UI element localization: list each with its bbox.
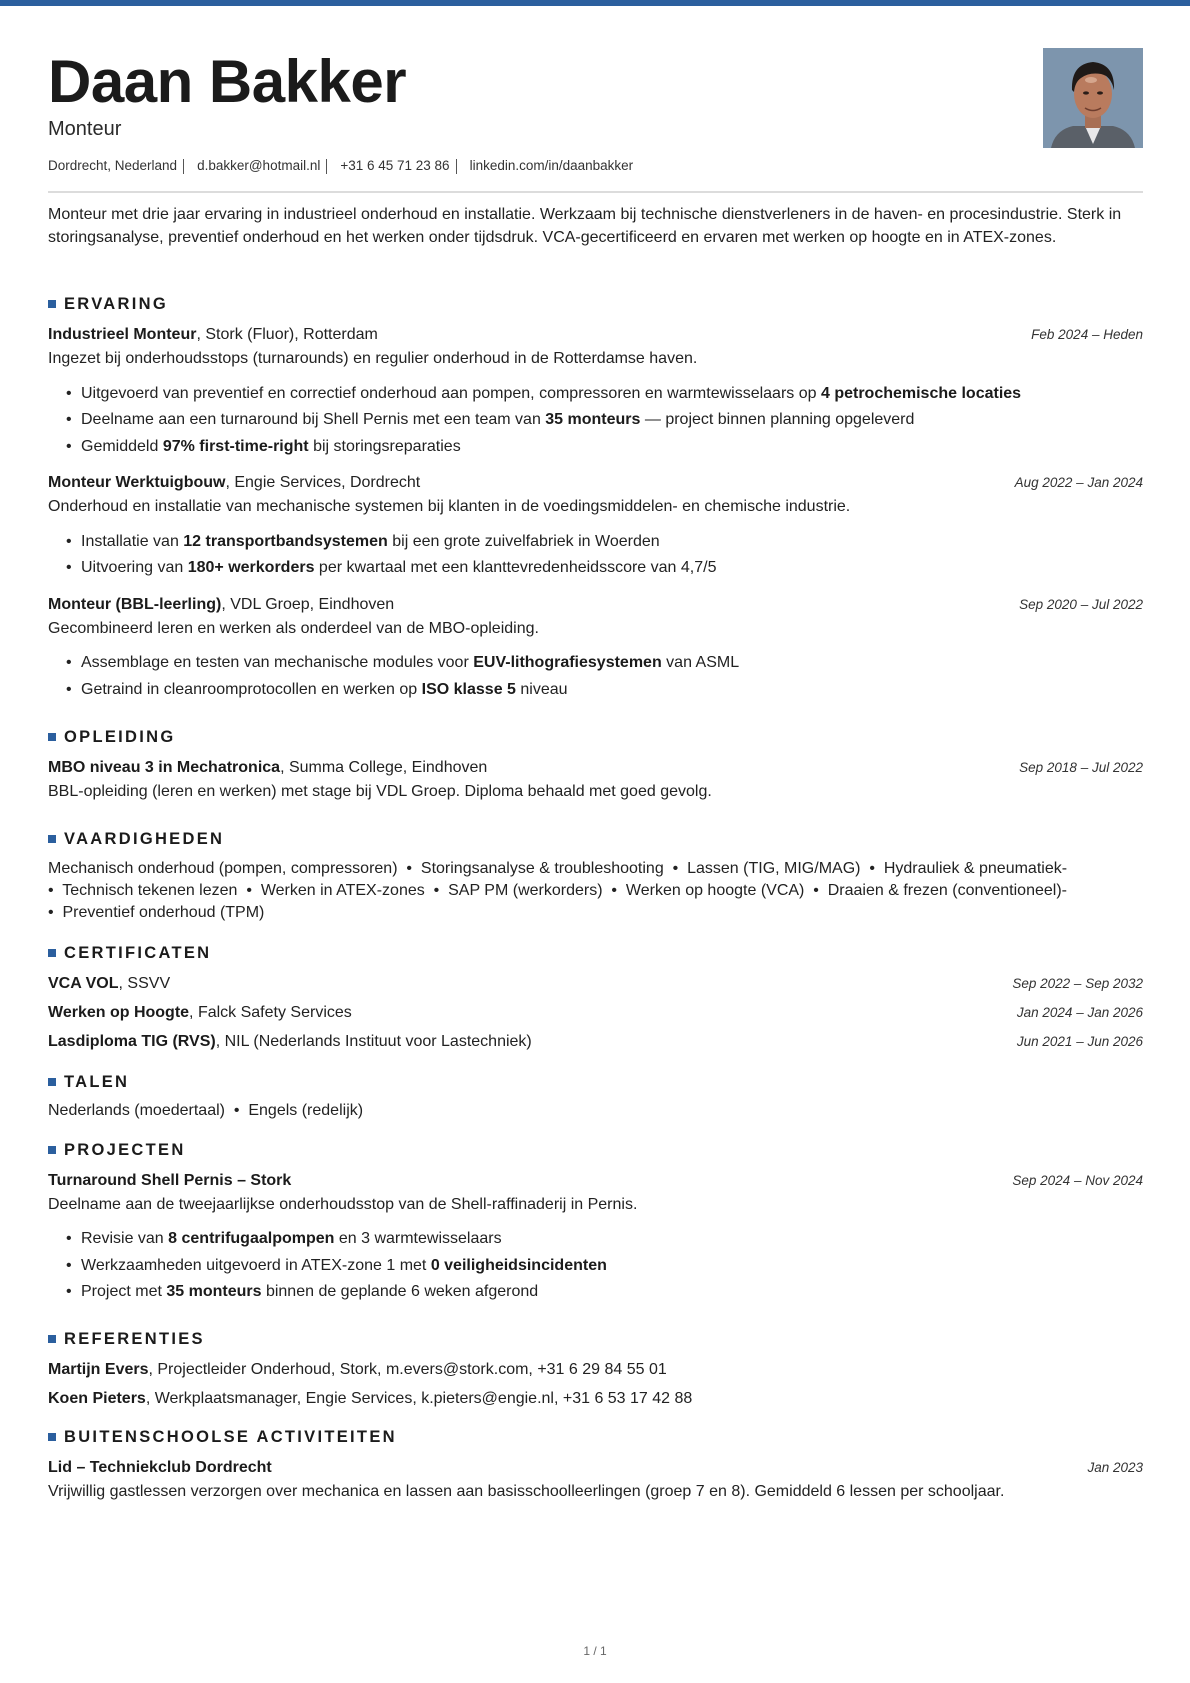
section-heading-activiteiten <box>48 1427 397 1447</box>
profile-photo <box>1043 48 1143 148</box>
candidate-title: Monteur <box>48 118 122 140</box>
section-heading-label: BUITENSCHOOLSE ACTIVITEITEN <box>64 1428 397 1446</box>
section-heading-label: OPLEIDING <box>64 728 176 746</box>
separator <box>183 159 184 174</box>
certificate-org: , Falck Safety Services <box>189 1004 352 1021</box>
certificate-name: Lasdiploma TIG (RVS) <box>48 1033 216 1050</box>
experience-entry-3 <box>48 594 1143 616</box>
reference-name: Koen Pieters <box>48 1390 146 1407</box>
candidate-name: Daan Bakker <box>48 48 407 115</box>
contact-email[interactable]: d.bakker@hotmail.nl <box>197 158 321 173</box>
job-role: Monteur (BBL-leerling) <box>48 596 222 613</box>
job-date: Sep 2020 – Jul 2022 <box>1019 597 1143 612</box>
reference-details: , Werkplaatsmanager, Engie Services, k.pieters@engie.nl, +31 6 53 17 42 88 <box>145 1390 693 1407</box>
project-entry <box>48 1170 1143 1192</box>
section-heading-talen <box>48 1072 129 1092</box>
section-heading-label: VAARDIGHEDEN <box>64 830 225 848</box>
certificate-date: Jun 2021 – Jun 2026 <box>1016 1034 1143 1049</box>
skills-line-2: • Technisch tekenen lezen • Werken in ATEX-zones • SAP PM (werkorders) • Werken op hoogte (VCA) • Draaien & frezen (conventioneel)- <box>48 882 1067 899</box>
profile-summary: Monteur met drie jaar ervaring in industrieel onderhoud en installatie. Werkzaam bij technische dienstverleners in de haven- en procesindustrie. Sterk in storingsanalyse, preventief onderhoud en het werken onder tijdsdruk. VCA-gecertificeerd en ervaren met werken op hoogte en in ATEX-zones. <box>48 206 1122 246</box>
reference-name: Martijn Evers <box>48 1361 149 1378</box>
project-bullet: • Werkzaamheden uitgevoerd in ATEX-zone 1 met 0 veiligheidsincidenten <box>81 1255 607 1277</box>
job-org: , Stork (Fluor), Rotterdam <box>196 326 378 343</box>
activity-date: Jan 2023 <box>1087 1460 1143 1475</box>
skills-line-3: • Preventief onderhoud (TPM) <box>48 904 265 921</box>
certificate-name: VCA VOL <box>48 975 119 992</box>
header-divider <box>48 191 1143 193</box>
section-heading-opleiding <box>48 727 175 747</box>
section-marker-icon <box>48 1078 56 1086</box>
job-bullet: • Deelname aan een turnaround bij Shell Pernis met een team van 35 monteurs — project binnen planning opgeleverd <box>81 409 914 431</box>
section-marker-icon <box>48 1433 56 1441</box>
contact-phone[interactable]: +31 6 45 71 23 86 <box>340 158 450 173</box>
reference-entry <box>48 1359 1143 1381</box>
experience-entry-1 <box>48 324 1143 346</box>
job-bullet: • Assemblage en testen van mechanische modules voor EUV-lithografiesystemen van ASML <box>81 652 739 674</box>
languages-line: Nederlands (moedertaal) • Engels (redelijk) <box>48 1102 364 1119</box>
job-date: Feb 2024 – Heden <box>1031 327 1143 342</box>
section-heading-label: ERVARING <box>64 295 168 313</box>
experience-entry-2 <box>48 472 1143 494</box>
job-org: , Engie Services, Dordrecht <box>225 474 421 491</box>
certificate-entry <box>48 973 1143 995</box>
contact-location: Dordrecht, Nederland <box>48 158 178 173</box>
education-date: Sep 2018 – Jul 2022 <box>1019 760 1143 775</box>
job-role: Industrieel Monteur <box>48 326 197 343</box>
education-description: BBL-opleiding (leren en werken) met stage bij VDL Groep. Diploma behaald met goed gevolg. <box>48 783 712 800</box>
job-bullet: • Uitgevoerd van preventief en correctief onderhoud aan pompen, compressoren en warmtewisselaars op 4 petrochemische locaties <box>81 383 1021 405</box>
certificate-date: Sep 2022 – Sep 2032 <box>1012 976 1143 991</box>
certificate-entry <box>48 1002 1143 1024</box>
certificate-entry <box>48 1031 1143 1053</box>
section-heading-label: PROJECTEN <box>64 1141 186 1159</box>
resume-header <box>48 0 1143 192</box>
portrait-image <box>1043 48 1143 148</box>
section-marker-icon <box>48 949 56 957</box>
section-heading-ervaring <box>48 294 168 314</box>
project-description: Deelname aan de tweejaarlijkse onderhoudsstop van de Shell-raffinaderij in Pernis. <box>48 1196 638 1213</box>
section-marker-icon <box>48 300 56 308</box>
resume-page <box>48 0 1143 1500</box>
education-org: , Summa College, Eindhoven <box>280 759 488 776</box>
reference-entry <box>48 1388 1143 1410</box>
job-org: , VDL Groep, Eindhoven <box>221 596 395 613</box>
activity-title: Lid – Techniekclub Dordrecht <box>48 1459 272 1476</box>
section-marker-icon <box>48 1146 56 1154</box>
section-heading-certificaten <box>48 943 211 963</box>
activity-description: Vrijwillig gastlessen verzorgen over mechanica en lassen aan basisschoolleerlingen (groep 7 en 8). Gemiddeld 6 lessen per schooljaar. <box>48 1483 1005 1500</box>
separator <box>456 159 457 174</box>
section-heading-vaardigheden <box>48 829 224 849</box>
job-bullet: • Gemiddeld 97% first-time-right bij storingsreparaties <box>81 436 461 458</box>
certificate-org: , SSVV <box>118 975 171 992</box>
job-description: Ingezet bij onderhoudsstops (turnarounds) en regulier onderhoud in de Rotterdamse haven. <box>48 350 698 367</box>
project-bullet: • Project met 35 monteurs binnen de geplande 6 weken afgerond <box>81 1281 538 1303</box>
section-heading-label: TALEN <box>64 1073 130 1091</box>
certificate-date: Jan 2024 – Jan 2026 <box>1016 1005 1143 1020</box>
education-degree: MBO niveau 3 in Mechatronica <box>48 759 281 776</box>
section-marker-icon <box>48 733 56 741</box>
section-marker-icon <box>48 1335 56 1343</box>
project-bullet: • Revisie van 8 centrifugaalpompen en 3 warmtewisselaars <box>81 1228 502 1250</box>
project-date: Sep 2024 – Nov 2024 <box>1012 1173 1143 1188</box>
job-date: Aug 2022 – Jan 2024 <box>1014 475 1143 490</box>
job-bullet: • Getraind in cleanroomprotocollen en werken op ISO klasse 5 niveau <box>81 679 568 701</box>
job-role: Monteur Werktuigbouw <box>48 474 226 491</box>
certificate-org: , NIL (Nederlands Instituut voor Lastechniek) <box>215 1033 532 1050</box>
section-heading-label: CERTIFICATEN <box>64 944 212 962</box>
job-description: Onderhoud en installatie van mechanische systemen bij klanten in de voedingsmiddelen- en chemische industrie. <box>48 498 851 515</box>
education-entry <box>48 757 1143 779</box>
reference-details: , Projectleider Onderhoud, Stork, m.evers@stork.com, +31 6 29 84 55 01 <box>148 1361 667 1378</box>
section-heading-referenties <box>48 1329 205 1349</box>
page-number: 1 / 1 <box>583 1644 607 1658</box>
job-description: Gecombineerd leren en werken als onderdeel van de MBO-opleiding. <box>48 620 539 637</box>
job-bullet: • Installatie van 12 transportbandsystemen bij een grote zuivelfabriek in Woerden <box>81 531 660 553</box>
activity-entry <box>48 1457 1143 1479</box>
project-title: Turnaround Shell Pernis – Stork <box>48 1172 292 1189</box>
section-heading-label: REFERENTIES <box>64 1330 205 1348</box>
contact-line <box>48 157 633 175</box>
section-marker-icon <box>48 835 56 843</box>
section-heading-projecten <box>48 1140 186 1160</box>
contact-linkedin[interactable]: linkedin.com/in/daanbakker <box>469 158 634 173</box>
separator <box>326 159 327 174</box>
skills-line-1: Mechanisch onderhoud (pompen, compressoren) • Storingsanalyse & troubleshooting • Lassen (TIG, MIG/MAG) • Hydrauliek & pneumatiek- <box>48 860 1068 877</box>
job-bullet: • Uitvoering van 180+ werkorders per kwartaal met een klanttevredenheidsscore van 4,7/5 <box>81 557 716 579</box>
certificate-name: Werken op Hoogte <box>48 1004 190 1021</box>
